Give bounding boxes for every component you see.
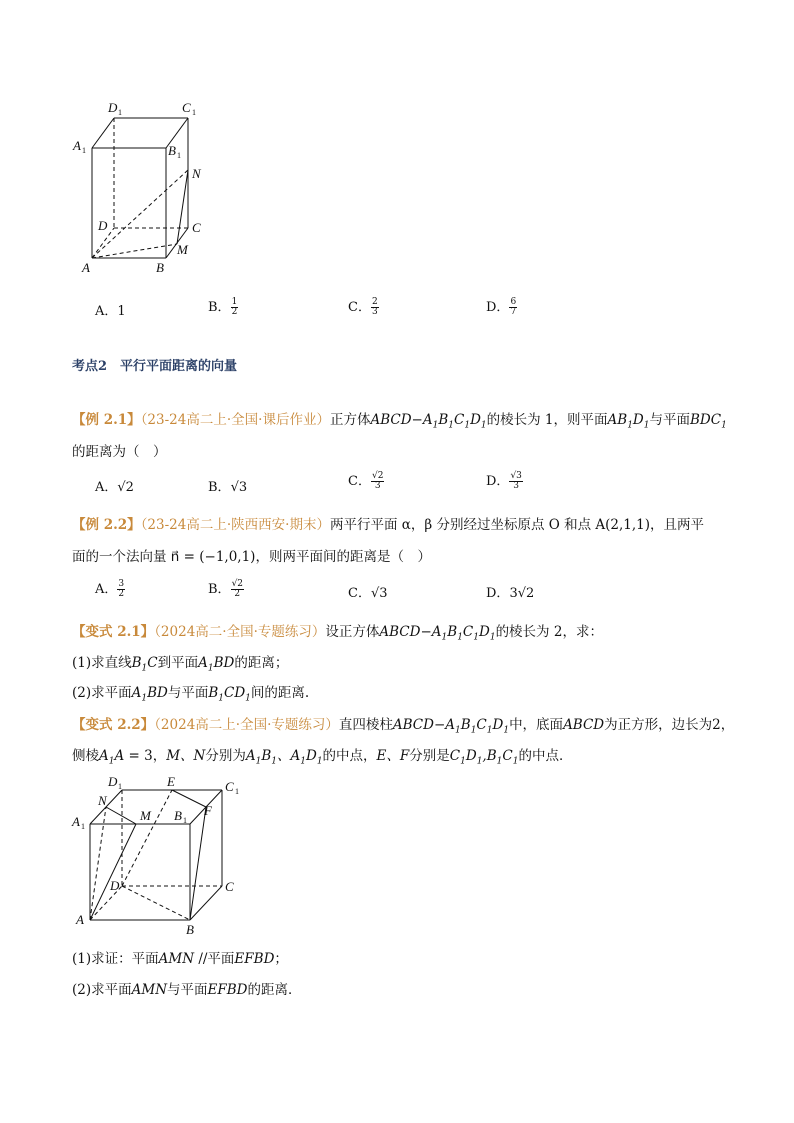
svg-text:F: F <box>204 803 212 818</box>
svg-text:1: 1 <box>82 146 86 155</box>
svg-text:A: A <box>72 814 80 829</box>
variant-2-2-line2: 侧棱$A_1A = 3$，M、N分别为$A_1B_1$、$A_1D_1$的中点，E、F分别是$C_1D_1,B_1C_1$的中点． <box>72 748 573 767</box>
svg-text:D: D <box>108 774 118 789</box>
svg-text:D: D <box>110 878 120 893</box>
label-B: B <box>156 260 164 275</box>
q1-option-d[interactable]: D． $\frac{6}{7}$ <box>486 297 517 317</box>
svg-text:N: N <box>98 793 107 808</box>
label-C1: C <box>182 100 191 115</box>
label-N: N <box>192 166 201 181</box>
svg-text:1: 1 <box>192 108 196 117</box>
variant-2-2-q1: (1)求证：平面AMN //平面EFBD； <box>72 951 288 967</box>
svg-text:M: M <box>140 808 151 823</box>
variant-2-1-q2: (2)求平面$A_1BD$与平面$B_1CD_1$间的距离. <box>72 685 310 704</box>
svg-text:E: E <box>167 774 175 789</box>
q1-option-a[interactable]: A．1 <box>95 304 126 319</box>
key-point-2-heading: 考点2 平行平面距离的向量 <box>72 359 238 374</box>
example-2-2-line1: 【例 2.2】（23-24高二上·陕西西安·期末）两平行平面 α，β 分别经过坐标原点 O 和点 A(2,1,1)，且两平 <box>72 517 705 533</box>
example-2-1-line2: 的距离为（ ） <box>72 444 167 460</box>
ex22-option-a[interactable]: A． $\frac{3}{2}$ <box>95 579 125 599</box>
label-D: D <box>98 218 108 233</box>
svg-text:1: 1 <box>177 151 181 160</box>
ex21-option-b[interactable]: B．√3 <box>208 480 248 495</box>
svg-text:A: A <box>76 912 84 927</box>
svg-text:1: 1 <box>235 787 239 796</box>
q1-option-b[interactable]: B． $\frac{1}{2}$ <box>208 297 238 317</box>
variant-2-2-line1: 【变式 2.2】（2024高二上·全国·专题练习）直四棱柱$ABCD-A_1B_1C_1D_1$中，底面ABCD为正方形，边长为2， <box>72 717 735 736</box>
svg-text:1: 1 <box>118 108 122 117</box>
svg-text:1: 1 <box>118 782 122 791</box>
label-B1: B <box>168 143 176 158</box>
svg-text:C: C <box>225 879 234 894</box>
label-A1: A <box>73 138 81 153</box>
svg-text:B: B <box>174 808 182 823</box>
svg-text:C: C <box>225 779 234 794</box>
figure-prism-1 <box>70 98 220 278</box>
ex21-option-d[interactable]: D． $\frac{√3}{3}$ <box>486 471 522 491</box>
variant-2-2-q2: (2)求平面AMN与平面EFBD的距离． <box>72 982 302 998</box>
ex21-option-c[interactable]: C． $\frac{√2}{3}$ <box>348 471 384 491</box>
variant-2-1-line1: 【变式 2.1】（2024高二·全国·专题练习）设正方体$ABCD-A_1B_1C_1D_1$的棱长为 2，求： <box>72 624 603 643</box>
label-D1: D <box>108 100 118 115</box>
label-A: A <box>82 260 90 275</box>
example-2-2-line2: 面的一个法向量 n⃗ = (−1,0,1)，则两平面间的距离是（ ） <box>72 549 431 565</box>
label-M: M <box>177 242 188 257</box>
ex21-option-a[interactable]: A．√2 <box>95 480 134 495</box>
ex22-option-c[interactable]: C．√3 <box>348 586 388 601</box>
figure-prism-2 <box>68 770 248 940</box>
q1-option-c[interactable]: C． $\frac{2}{3}$ <box>348 297 378 317</box>
example-2-1-line1: 【例 2.1】（23-24高二上·全国·课后作业）正方体$ABCD-A_1B_1C_1D_1$的棱长为 1，则平面$AB_1D_1$与平面$BDC_1$ <box>72 412 727 431</box>
ex22-option-d[interactable]: D．3√2 <box>486 586 535 601</box>
label-C: C <box>192 220 201 235</box>
variant-2-1-q1: (1)求直线$B_1C$到平面$A_1BD$的距离； <box>72 655 289 674</box>
svg-text:1: 1 <box>81 822 85 831</box>
svg-text:1: 1 <box>183 816 187 825</box>
ex22-option-b[interactable]: B． $\frac{√2}{2}$ <box>208 579 244 599</box>
svg-text:B: B <box>186 922 194 937</box>
